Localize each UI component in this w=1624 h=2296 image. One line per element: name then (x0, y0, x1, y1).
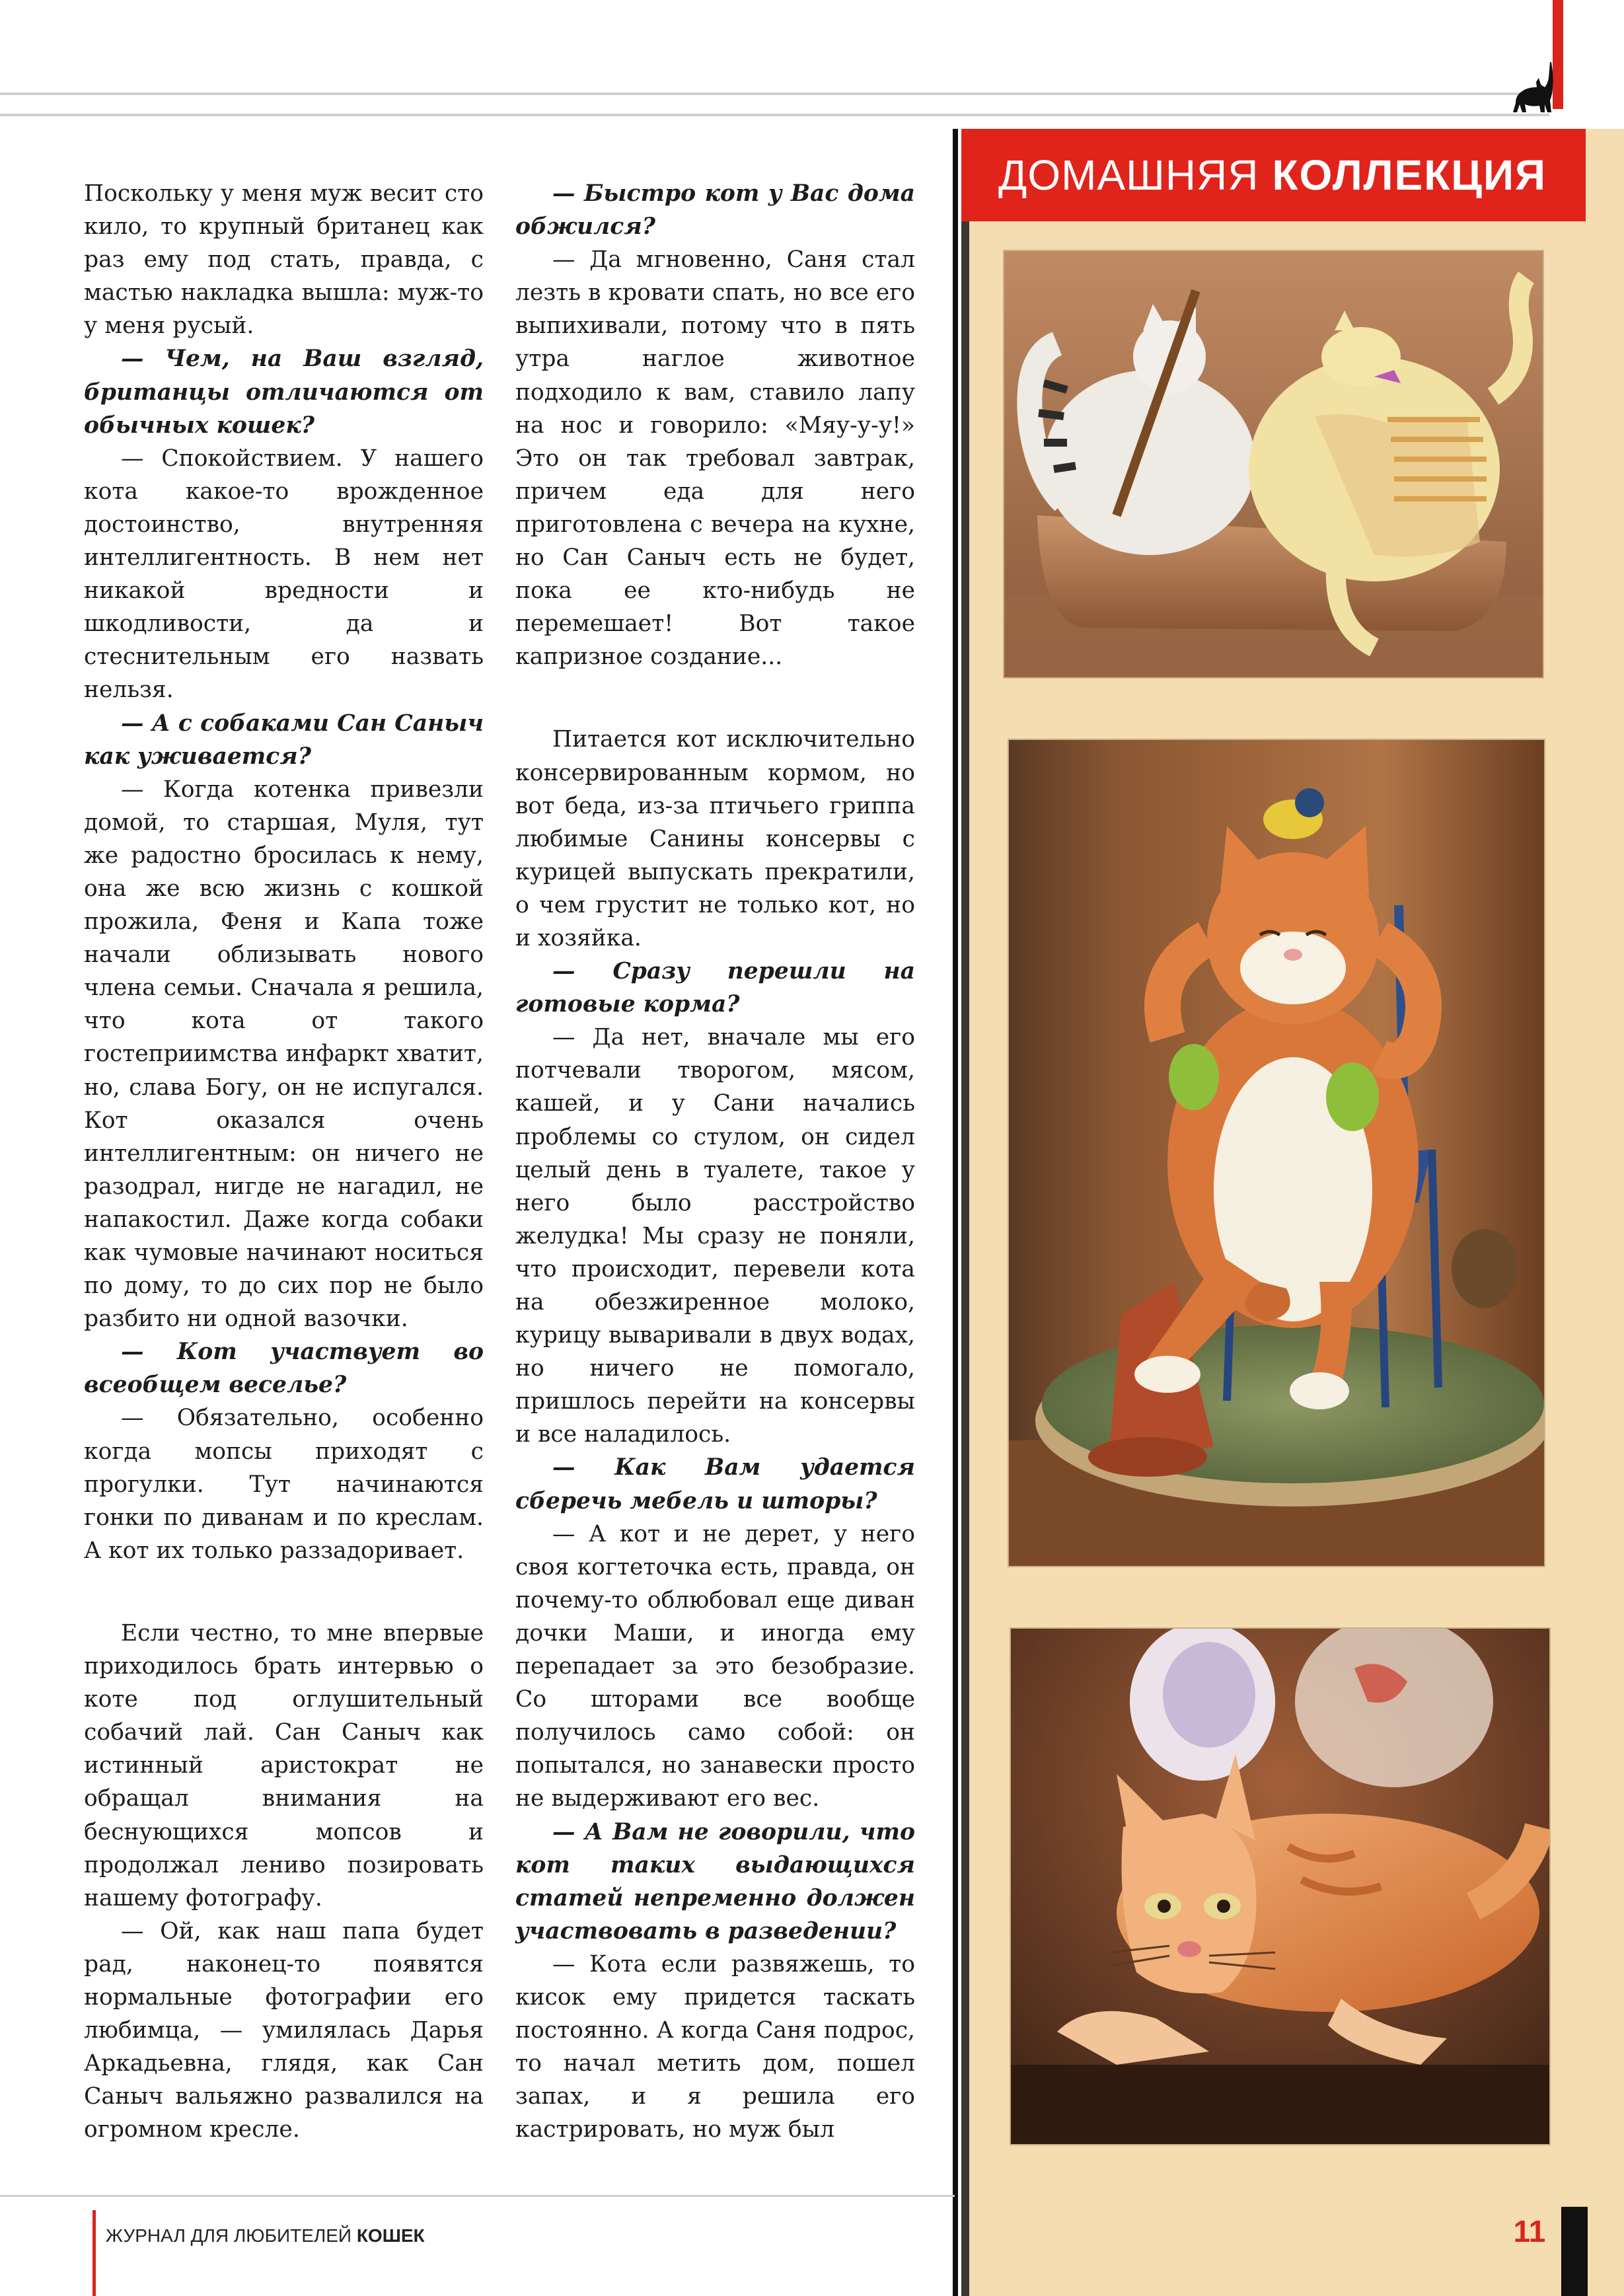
paragraph: — Ой, как наш папа будет рад, наконец-то появятся нормальные фотографии его любимца, — умилялась Дарья Аркадьевна, глядя, как Сан Саныч вальяжно развалился на огромном кресле. (84, 1917, 484, 2143)
interview-answer: — Да нет, вначале мы его потчевали творогом, мясом, кашей, и у Сани начались проблемы со стулом, он сидел целый день в туалете, такое у него было расстройство желудка! Мы сразу не поняли, что происходит, перевели кота на обезжиренное молоко, курицу вываривали в двух водах, но ничего не помогало, пришлось перейти на консервы и все наладилось. (515, 1024, 915, 1448)
page-number: 11 (1513, 2214, 1546, 2248)
top-rule-1 (0, 93, 1549, 95)
paragraph: Питается кот исключительно консервированным кормом, но вот беда, из-за птичьего гриппа любимые Санины консервы с курицей выпускать прекратили, о чем грустит не только кот, но и хозяйка. (515, 726, 915, 951)
footer-red-line (92, 2210, 96, 2296)
panel-edge (961, 129, 969, 2296)
article-column-1 (84, 177, 484, 2146)
interview-question: — Быстро кот у Вас дома обжился? (515, 180, 915, 241)
paragraph: Поскольку у меня муж весит сто кило, то крупный британец как раз ему под стать, правда, с мастью накладка вышла: муж-то у меня русый. (84, 180, 484, 340)
interview-question: — Сразу перешли на готовые корма? (515, 958, 915, 1018)
photo-cat-figurine-on-chair (1009, 740, 1544, 1566)
footer-magazine-name (106, 2225, 425, 2246)
column-divider (953, 129, 958, 2296)
photo-ceramic-cats-in-basket (1004, 251, 1543, 677)
cat-silhouette-icon (1508, 58, 1561, 114)
interview-question: — Чем, на Ваш взгляд, британцы отличаются от обычных кошек? (84, 346, 484, 439)
paragraph: Если честно, то мне впервые приходилось брать интервью о коте под оглушительный собачий лай. Сан Саныч как истинный аристократ не обращал внимания на беснующихся мопсов и продолжал лениво позировать нашему фотографу. (84, 1619, 484, 1911)
article-column-2 (515, 177, 915, 2146)
interview-question: — А Вам не говорили, что кот таких выдающихся статей непременно должен участвовать в разведении? (515, 1818, 915, 1944)
page-number-bar (1561, 2207, 1588, 2296)
footer-magazine-bold: КОШЕК (356, 2225, 425, 2246)
interview-answer: — Да мгновенно, Саня стал лезть в кровати спать, но все его выпихивали, потому что в пять утра наглое животное подходило к вам, ставило лапу на нос и говорило: «Мяу-у-у!» Это он так требовал завтрак, причем еда для него приготовлена с вечера на кухне, но Сан Саныч есть не будет, пока ее кто-нибудь не перемешает! Вот такое капризное создание... (515, 246, 915, 671)
interview-answer: — А кот и не дерет, у него своя когтеточка есть, правда, он почему-то облюбовал еще диван дочки Маши, и иногда ему перепадает за это безобразие. Со шторами все вообще получилось само собой: он попытался, но занавески просто не выдерживают его вес. (515, 1520, 915, 1812)
photo-porcelain-cat (1011, 1629, 1549, 2144)
bottom-rule (0, 2195, 955, 2197)
interview-answer: — Когда котенка привезли домой, то старшая, Муля, тут же радостно бросилась к нему, она же всю жизнь с кошкой прожила, Феня и Капа тоже начали облизывать нового члена семьи. Сначала я решила, что кота от такого гостеприимства инфаркт хватит, но, слава Богу, он не испугался. Кот оказался очень интеллигентным: он ничего не разодрал, нигде не нагадил, не напакостил. Даже когда собаки как чумовые начинают носиться по дому, то до сих пор не было разбито ни одной вазочки. (84, 776, 484, 1333)
footer-magazine-prefix: ЖУРНАЛ ДЛЯ ЛЮБИТЕЛЕЙ (106, 2225, 352, 2246)
interview-question: — Как Вам удается сберечь мебель и шторы? (515, 1454, 915, 1514)
section-header (961, 129, 1586, 221)
section-title-bold: КОЛЛЕКЦИЯ (1272, 151, 1547, 199)
interview-answer: — Обязательно, особенно когда мопсы приходят с прогулки. Тут начинаются гонки по диванам и по креслам. А кот их только раззадоривает. (84, 1405, 484, 1564)
interview-answer: — Кота если развяжешь, то кисок ему придется таскать постоянно. А когда Саня подрос, то начал метить дом, пошел запах, и я решила его кастрировать, но муж был (515, 1950, 915, 2143)
interview-question: — А с собаками Сан Саныч как уживается? (84, 710, 484, 770)
top-rule-2 (0, 114, 1549, 116)
interview-answer: — Спокойствием. У нашего кота какое-то врожденное достоинство, внутренняя интеллигентность. В нем нет никакой вредности и шкодливости, да и стеснительным его назвать нельзя. (84, 445, 484, 704)
section-title-light: ДОМАШНЯЯ (998, 151, 1259, 199)
interview-question: — Кот участвует во всеобщем веселье? (84, 1339, 484, 1399)
